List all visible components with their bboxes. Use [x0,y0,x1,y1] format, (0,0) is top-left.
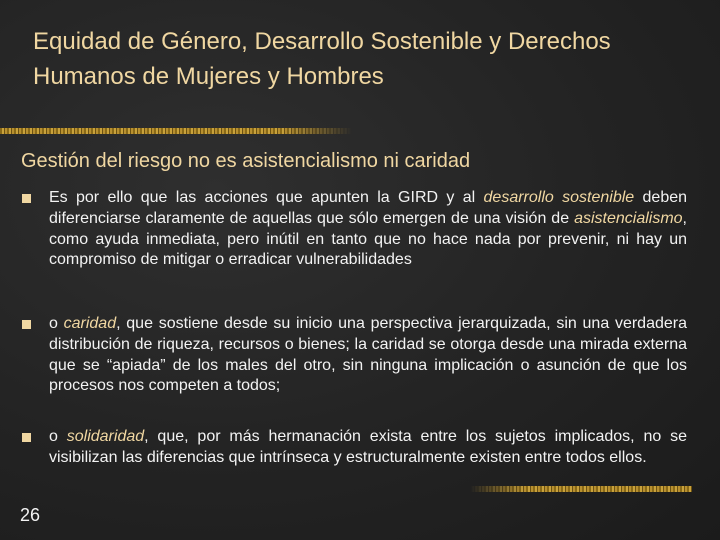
bullet-text-run: o [49,315,64,332]
slide-number: 26 [20,505,41,525]
bullet-text-run: o [49,428,67,445]
bullet-marker [22,320,31,329]
bullet-text-run: Es por ello que las acciones que apunten la GIRD y al [49,189,484,206]
bullet-text-run: , que, por más hermanación exista entre los sujetos implicados, no se visibilizan las diferencias que intrínseca y estructuralmente existen entre todos ellos. [49,428,687,466]
bullet-marker [22,194,31,203]
bullet-text-2 [49,314,687,397]
slide-title: Equidad de Género, Desarrollo Sostenible y Derechos Humanos de Mujeres y Hombres [33,28,611,90]
bullet-text-run: deben diferenciarse claramente de aquellas que sólo emergen de una visión de [49,189,688,227]
bullet-text-1 [49,188,687,271]
bullet-text-run: , como ayuda inmediata, pero inútil en tanto que no hace nada por prevenir, ni hay un compromiso de mitigar o erradicar vulnerabilidades [49,209,687,269]
emphasized-term: desarrollo sostenible [483,189,635,206]
emphasized-term: asistencialismo [574,209,683,227]
emphasized-term: caridad [63,315,117,332]
footer-divider [470,486,692,492]
bullet-text-run: , que sostiene desde su inicio una perspectiva jerarquizada, sin una verdadera distribución de riqueza, recursos o bienes; la caridad se otorga desde una mirada externa que se “apiada” de los males del otro, sin ninguna implicación o asunción de que los procesos nos competen a todos; [49,315,687,395]
emphasized-term: solidaridad [66,428,145,445]
title-divider [0,128,352,134]
bullet-text-3 [49,427,687,469]
bullet-marker [22,433,31,442]
slide-subtitle: Gestión del riesgo no es asistencialismo ni caridad [21,150,471,172]
